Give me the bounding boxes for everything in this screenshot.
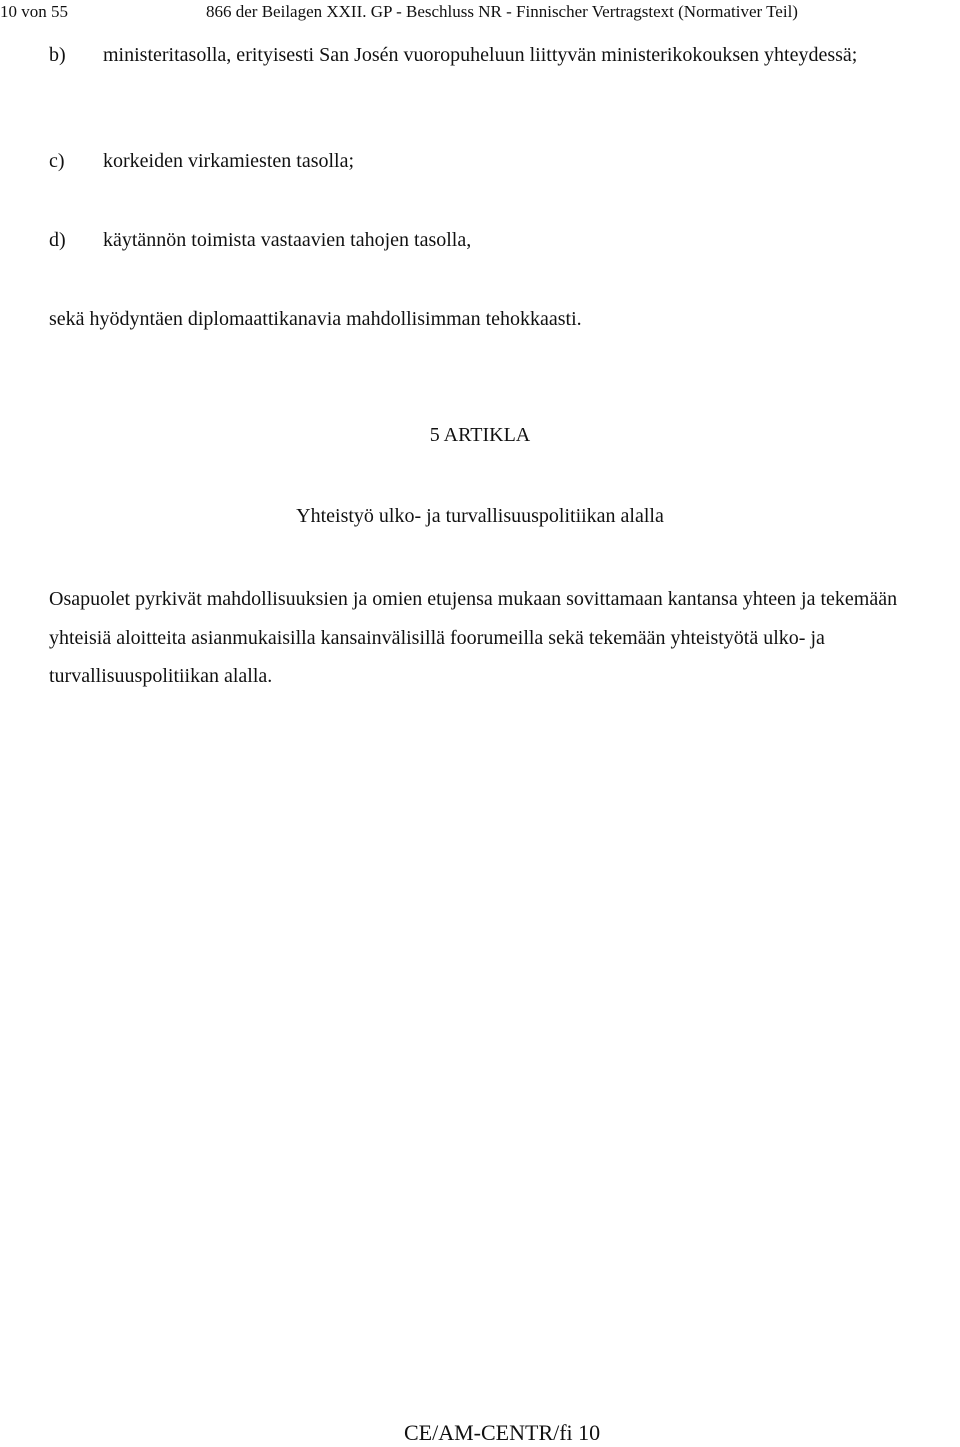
header-title: 866 der Beilagen XXII. GP - Beschluss NR - Finnischer Vertragstext (Normativer Teil) [206,2,798,21]
article-paragraph: Osapuolet pyrkivät mahdollisuuksien ja omien etujensa mukaan sovittamaan kantansa yhteen ja tekemään yhteisiä aloitteita asianmukaisilla kansainvälisillä foorumeilla sekä tekemään yhteistyötä ulko- ja turvallisuuspolitiikan alalla. [49,588,898,687]
footer-doc-ref: CE/AM-CENTR/fi 10 [404,1420,601,1445]
list-item-text: korkeiden virkamiesten tasolla; [103,150,355,172]
list-item-b [49,44,857,67]
list-item-c [49,150,354,173]
list-marker: b) [49,44,66,66]
header-page-number: 10 von 55 [0,2,68,21]
closing-line: sekä hyödyntäen diplomaattikanavia mahdollisimman tehokkaasti. [49,308,582,330]
list-item-d [49,229,471,252]
list-item-text: ministeritasolla, erityisesti San Josén vuoropuheluun liittyvän ministerikokouksen yhteydessä; [103,44,858,66]
list-item-text: käytännön toimista vastaavien tahojen tasolla, [103,229,472,251]
list-marker: d) [49,229,66,251]
list-marker: c) [49,150,65,172]
article-heading: 5 ARTIKLA [429,424,531,446]
article-subtitle: Yhteistyö ulko- ja turvallisuuspolitiikan alalla [296,505,664,527]
